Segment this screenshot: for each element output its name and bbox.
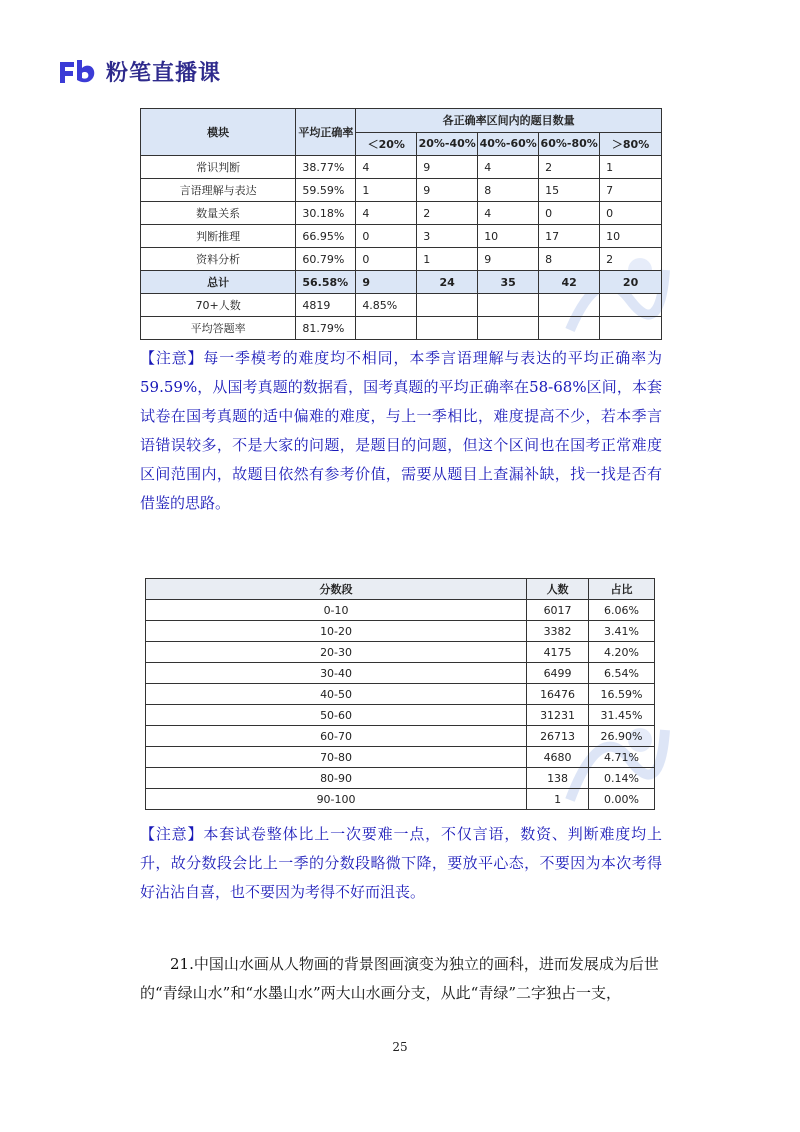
count-cell: 8 <box>539 248 600 271</box>
avg-accuracy: 66.95% <box>296 225 356 248</box>
pct: 31.45% <box>589 705 655 726</box>
score-range: 90-100 <box>146 789 527 810</box>
score-range: 60-70 <box>146 726 527 747</box>
note-paragraph: 【注意】每一季模考的难度均不相同，本季言语理解与表达的平均正确率为59.59%，从国考真题的数据看，国考真题的平均正确率在58-68%区间，本套试卷在国考真题的适中偏难的难度，与上一季相比，难度提高不少，若本季言语错误较多，不是大家的问题，是题目的问题，但这个区间也在国考正常难度区间范围内，故题目依然有参考价值，需要从题目上查漏补缺，找一找是否有借鉴的思路。 <box>140 349 662 512</box>
page-number: 25 <box>392 1040 408 1054</box>
table-row <box>146 600 655 621</box>
pct: 0.00% <box>589 789 655 810</box>
count: 138 <box>527 768 589 789</box>
score-distribution-table <box>145 578 655 810</box>
count-cell: 9 <box>478 248 539 271</box>
count-cell: 0 <box>356 225 417 248</box>
pct: 6.06% <box>589 600 655 621</box>
count: 3382 <box>527 621 589 642</box>
pct: 4.20% <box>589 642 655 663</box>
table-row <box>146 726 655 747</box>
over70-value: 4819 <box>296 294 356 317</box>
table-row <box>141 294 662 317</box>
pct: 16.59% <box>589 684 655 705</box>
pct: 4.71% <box>589 747 655 768</box>
count-cell: 1 <box>600 156 662 179</box>
count-cell: 0 <box>600 202 662 225</box>
table-row <box>141 156 662 179</box>
header-count: 人数 <box>527 579 589 600</box>
count: 16476 <box>527 684 589 705</box>
header-range: ＜20% <box>356 132 417 156</box>
pct: 3.41% <box>589 621 655 642</box>
score-range: 50-60 <box>146 705 527 726</box>
table-row <box>146 621 655 642</box>
table-row <box>146 642 655 663</box>
answer-rate-label: 平均答题率 <box>141 317 296 340</box>
count-cell: 4 <box>478 156 539 179</box>
avg-accuracy: 30.18% <box>296 202 356 225</box>
pct: 6.54% <box>589 663 655 684</box>
header-range-group: 各正确率区间内的题目数量 <box>356 109 662 133</box>
avg-accuracy: 59.59% <box>296 179 356 202</box>
count-cell: 0 <box>539 202 600 225</box>
score-range: 10-20 <box>146 621 527 642</box>
accuracy-table <box>140 108 662 340</box>
total-count: 20 <box>600 271 662 294</box>
header-module: 模块 <box>141 109 296 156</box>
table-row <box>146 684 655 705</box>
count-cell: 0 <box>356 248 417 271</box>
count: 4680 <box>527 747 589 768</box>
table-row <box>141 248 662 271</box>
count-cell: 7 <box>600 179 662 202</box>
count: 6017 <box>527 600 589 621</box>
module-name: 数量关系 <box>141 202 296 225</box>
fb-logo-icon <box>58 58 98 84</box>
score-range: 20-30 <box>146 642 527 663</box>
total-count: 35 <box>478 271 539 294</box>
count-cell: 17 <box>539 225 600 248</box>
total-count: 9 <box>356 271 417 294</box>
header-avg-accuracy: 平均正确率 <box>296 109 356 156</box>
count-cell: 4 <box>356 156 417 179</box>
pct: 0.14% <box>589 768 655 789</box>
total-label: 总计 <box>141 271 296 294</box>
count: 31231 <box>527 705 589 726</box>
total-row <box>141 271 662 294</box>
total-count: 24 <box>417 271 478 294</box>
module-name: 资料分析 <box>141 248 296 271</box>
count: 1 <box>527 789 589 810</box>
count-cell: 1 <box>417 248 478 271</box>
count-cell: 9 <box>417 156 478 179</box>
table-row <box>141 317 662 340</box>
over70-label: 70+人数 <box>141 294 296 317</box>
count: 6499 <box>527 663 589 684</box>
count: 26713 <box>527 726 589 747</box>
count-cell: 9 <box>417 179 478 202</box>
count: 4175 <box>527 642 589 663</box>
count-cell: 3 <box>417 225 478 248</box>
count-cell: 4 <box>356 202 417 225</box>
table-row <box>141 202 662 225</box>
count-cell: 8 <box>478 179 539 202</box>
avg-accuracy: 60.79% <box>296 248 356 271</box>
brand-logo <box>58 56 221 86</box>
score-range: 30-40 <box>146 663 527 684</box>
over70-pct: 4.85% <box>356 294 417 317</box>
score-range: 80-90 <box>146 768 527 789</box>
table-row <box>146 747 655 768</box>
table-row <box>146 663 655 684</box>
count-cell: 10 <box>600 225 662 248</box>
count-cell: 1 <box>356 179 417 202</box>
score-range: 40-50 <box>146 684 527 705</box>
table-row <box>146 768 655 789</box>
header-range: 20%-40% <box>417 132 478 156</box>
table-row <box>146 705 655 726</box>
table-row <box>141 179 662 202</box>
total-count: 42 <box>539 271 600 294</box>
module-name: 常识判断 <box>141 156 296 179</box>
brand-name: 粉笔直播课 <box>106 60 222 86</box>
count-cell: 2 <box>539 156 600 179</box>
note-paragraph: 【注意】本套试卷整体比上一次要难一点，不仅言语，数资、判断难度均上升，故分数段会比上一季的分数段略微下降，要放平心态，不要因为本次考得好沾沾自喜，也不要因为考得不好而沮丧。 <box>140 825 662 901</box>
table-row <box>146 789 655 810</box>
avg-accuracy: 38.77% <box>296 156 356 179</box>
score-range: 70-80 <box>146 747 527 768</box>
table-row <box>141 225 662 248</box>
header-pct: 占比 <box>589 579 655 600</box>
header-score-range: 分数段 <box>146 579 527 600</box>
pct: 26.90% <box>589 726 655 747</box>
total-avg: 56.58% <box>296 271 356 294</box>
header-range: 60%-80% <box>539 132 600 156</box>
count-cell: 15 <box>539 179 600 202</box>
question-paragraph: 21.中国山水画从人物画的背景图画演变为独立的画科，进而发展成为后世的“青绿山水”和“水墨山水”两大山水画分支，从此“青绿”二字独占一支， <box>140 955 659 1002</box>
answer-rate-value: 81.79% <box>296 317 356 340</box>
count-cell: 2 <box>600 248 662 271</box>
count-cell: 4 <box>478 202 539 225</box>
score-range: 0-10 <box>146 600 527 621</box>
count-cell: 2 <box>417 202 478 225</box>
count-cell: 10 <box>478 225 539 248</box>
header-range: ＞80% <box>600 132 662 156</box>
header-range: 40%-60% <box>478 132 539 156</box>
module-name: 判断推理 <box>141 225 296 248</box>
module-name: 言语理解与表达 <box>141 179 296 202</box>
